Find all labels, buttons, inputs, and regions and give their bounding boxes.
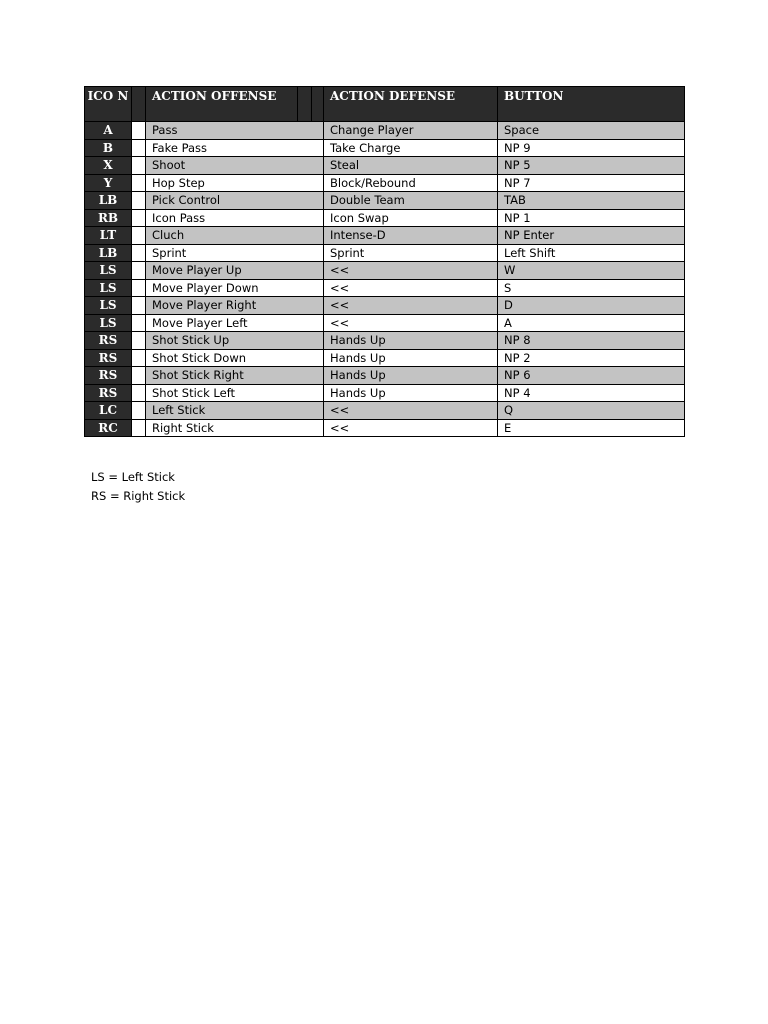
offense-cell: Shot Stick Left <box>146 384 324 402</box>
offense-cell: Move Player Down <box>146 279 324 297</box>
gap-cell <box>132 227 146 245</box>
icon-cell: RS <box>85 332 132 350</box>
button-cell: Space <box>498 122 685 140</box>
header-gap <box>132 87 146 122</box>
button-cell: NP 2 <box>498 349 685 367</box>
icon-cell: A <box>85 122 132 140</box>
gap-cell <box>132 349 146 367</box>
defense-cell: Intense-D <box>324 227 498 245</box>
gap-cell <box>132 209 146 227</box>
table-row <box>85 384 685 402</box>
offense-cell: Pass <box>146 122 324 140</box>
header-button: BUTTON <box>498 87 685 122</box>
table-row <box>85 122 685 140</box>
gap-cell <box>132 279 146 297</box>
offense-cell: Pick Control <box>146 192 324 210</box>
controls-table <box>84 86 685 437</box>
defense-cell: Take Charge <box>324 139 498 157</box>
offense-cell: Hop Step <box>146 174 324 192</box>
icon-cell: RC <box>85 419 132 437</box>
table-row <box>85 419 685 437</box>
note-left-stick: LS = Left Stick <box>91 470 175 484</box>
button-cell: TAB <box>498 192 685 210</box>
defense-cell: << <box>324 297 498 315</box>
gap-cell <box>132 402 146 420</box>
button-cell: NP 4 <box>498 384 685 402</box>
button-cell: NP Enter <box>498 227 685 245</box>
table-row <box>85 332 685 350</box>
gap-cell <box>132 122 146 140</box>
button-cell: W <box>498 262 685 280</box>
icon-cell: LS <box>85 279 132 297</box>
gap-cell <box>132 157 146 175</box>
defense-cell: Block/Rebound <box>324 174 498 192</box>
defense-cell: Change Player <box>324 122 498 140</box>
table-row <box>85 244 685 262</box>
offense-cell: Shoot <box>146 157 324 175</box>
icon-cell: RS <box>85 367 132 385</box>
icon-cell: X <box>85 157 132 175</box>
defense-cell: Icon Swap <box>324 209 498 227</box>
button-cell: A <box>498 314 685 332</box>
defense-cell: Steal <box>324 157 498 175</box>
table-row <box>85 174 685 192</box>
offense-cell: Cluch <box>146 227 324 245</box>
gap-cell <box>132 244 146 262</box>
button-cell: E <box>498 419 685 437</box>
header-defense: ACTION DEFENSE <box>324 87 498 122</box>
offense-cell: Right Stick <box>146 419 324 437</box>
icon-cell: LB <box>85 244 132 262</box>
defense-cell: << <box>324 262 498 280</box>
note-right-stick: RS = Right Stick <box>91 489 186 503</box>
header-row <box>85 87 685 122</box>
offense-cell: Icon Pass <box>146 209 324 227</box>
table-row <box>85 262 685 280</box>
defense-cell: << <box>324 279 498 297</box>
button-cell: Q <box>498 402 685 420</box>
header-gap <box>298 87 312 122</box>
button-cell: Left Shift <box>498 244 685 262</box>
offense-cell: Move Player Right <box>146 297 324 315</box>
gap-cell <box>132 192 146 210</box>
defense-cell: Sprint <box>324 244 498 262</box>
icon-cell: LC <box>85 402 132 420</box>
table-row <box>85 402 685 420</box>
gap-cell <box>132 297 146 315</box>
table-row <box>85 367 685 385</box>
icon-cell: RB <box>85 209 132 227</box>
header-offense: ACTION OFFENSE <box>146 87 298 122</box>
table-row <box>85 192 685 210</box>
icon-cell: LS <box>85 314 132 332</box>
defense-cell: Hands Up <box>324 384 498 402</box>
gap-cell <box>132 419 146 437</box>
gap-cell <box>132 174 146 192</box>
icon-cell: LT <box>85 227 132 245</box>
offense-cell: Move Player Left <box>146 314 324 332</box>
button-cell: NP 8 <box>498 332 685 350</box>
icon-cell: RS <box>85 384 132 402</box>
button-cell: NP 1 <box>498 209 685 227</box>
offense-cell: Shot Stick Down <box>146 349 324 367</box>
defense-cell: << <box>324 314 498 332</box>
gap-cell <box>132 139 146 157</box>
icon-cell: RS <box>85 349 132 367</box>
defense-cell: Hands Up <box>324 367 498 385</box>
gap-cell <box>132 367 146 385</box>
icon-cell: Y <box>85 174 132 192</box>
defense-cell: << <box>324 419 498 437</box>
gap-cell <box>132 332 146 350</box>
button-cell: S <box>498 279 685 297</box>
defense-cell: Hands Up <box>324 349 498 367</box>
table-row <box>85 139 685 157</box>
offense-cell: Sprint <box>146 244 324 262</box>
defense-cell: Hands Up <box>324 332 498 350</box>
button-cell: NP 6 <box>498 367 685 385</box>
legend-notes <box>91 468 185 506</box>
icon-cell: LS <box>85 297 132 315</box>
icon-cell: B <box>85 139 132 157</box>
icon-cell: LS <box>85 262 132 280</box>
button-cell: NP 9 <box>498 139 685 157</box>
button-cell: D <box>498 297 685 315</box>
table-row <box>85 314 685 332</box>
header-icon: ICO N <box>85 87 132 122</box>
table-row <box>85 349 685 367</box>
button-cell: NP 5 <box>498 157 685 175</box>
offense-cell: Left Stick <box>146 402 324 420</box>
button-cell: NP 7 <box>498 174 685 192</box>
table-row <box>85 209 685 227</box>
offense-cell: Shot Stick Right <box>146 367 324 385</box>
defense-cell: Double Team <box>324 192 498 210</box>
offense-cell: Shot Stick Up <box>146 332 324 350</box>
gap-cell <box>132 384 146 402</box>
table-row <box>85 297 685 315</box>
header-gap <box>312 87 324 122</box>
gap-cell <box>132 262 146 280</box>
offense-cell: Move Player Up <box>146 262 324 280</box>
table-row <box>85 227 685 245</box>
defense-cell: << <box>324 402 498 420</box>
gap-cell <box>132 314 146 332</box>
offense-cell: Fake Pass <box>146 139 324 157</box>
table-row <box>85 279 685 297</box>
table-body <box>85 122 685 437</box>
table-row <box>85 157 685 175</box>
icon-cell: LB <box>85 192 132 210</box>
